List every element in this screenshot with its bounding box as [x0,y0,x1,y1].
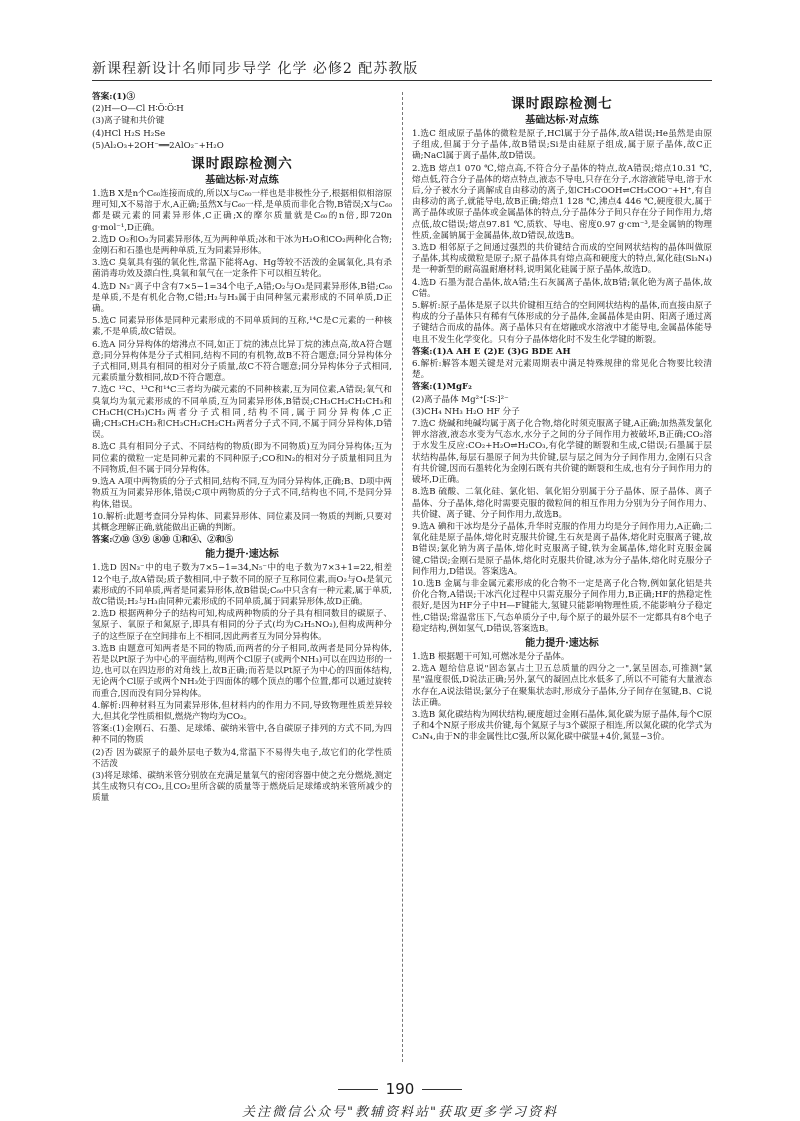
answer-item: 2.选A 题给信息说"固态氯占土卫五总质量的四分之一",氯呈固态,可推测"氯星"温度很低,D说法正确;另外,氯气的凝固点比水低多了,所以不可能有大量液态水存在,A说法错误;氯分子在聚集状态时,形成分子晶体,分子间存在氢键,B、C说法正确。 [412,664,712,708]
page-number-text: 190 [385,1080,415,1098]
answer-item: (2)否 因为碳原子的最外层电子数为4,常温下不易得失电子,故它们的化学性质不活泼 [92,747,392,769]
answer-item: 7.选C 烧碱和纯碱均属于离子化合物,熔化时须克服离子键,A正确;加热蒸发氯化钾水溶液,液态水变为气态水,水分子之间的分子间作用力被破坏,B正确;CO₂溶于水发生反应:CO₂+H₂O⇌H₂CO₃,有化学键的断裂和生成,C错误;石墨属于层状结构晶体,每层石墨原子间为共价键,层与层之间为分子间作用力,金刚石只含有共价键,因而石墨转化为金刚石既有共价键的断裂和生成,也有分子间作用力的破坏,D正确。 [412,419,712,486]
subsection-title: 能力提升·速达标 [525,637,599,649]
answer-item: 4.选D 石墨为混合晶体,故A错;生石灰属离子晶体,故B错;氧化铯为离子晶体,故C错。 [412,277,712,299]
left-column [92,92,392,806]
answer-item: 3.选B 氮化碳结构为网状结构,硬度超过金刚石晶体,氮化碳为原子晶体,每个C原子和4个N原子形成共价键,每个氮原子与3个碳原子相连,所以氮化碳的化学式为C₃N₄,由于N的非金属性比C强,所以氮化碳中碳显+4价,氮显−3价。 [412,709,712,743]
subsection-title: 基础达标·对点练 [205,175,279,187]
answer-item: 1.选B X是n个C₆₀连接而成的,所以X与C₆₀一样也是非极性分子,根据相似相溶原理可知,X不易溶于水,A正确;虽然X与C₆₀一样,是单质而非化合物,B错误;X与C₆₀都是碳元素的同素异形体,C正确;X的摩尔质量就是C₆₀的n倍,即720n g·mol⁻¹,D正确。 [92,189,392,233]
answer-item: 1.选D 因N₃⁻中的电子数为7×5−1=34,N₅⁻中的电子数为7×3+1=22,相差12个电子,故A错误;质子数相同,中子数不同的原子互称同位素,而O₂与O₄是氧元素形成的不同单质,两者是同素异形体,故B错误;C₆₀中只含有一种元素,属于单质,故C错误;H₂与H₃由同种元素形成的不同单质,属于同素异形体,故D正确。 [92,563,393,607]
section-title: 课时跟踪检测六 [191,156,293,173]
footer-note: 关注微信公众号"教辅资料站"获取更多学习资料 [242,1105,558,1120]
answer-item: 8.选B 硫酸、二氧化硅、氯化铝、氧化铝分别属于分子晶体、原子晶体、离子晶体、分子晶体,熔化时需要克服的微粒间的相互作用力分别为分子间作用力、共价键、离子键、分子间作用力,故选B。 [412,487,712,520]
answer-line: (4)HCl H₂S H₂Se [92,128,166,139]
running-header: 新课程新设计名师同步导学 化学 必修2 配苏教版 [92,61,419,77]
answer-item: 6.解析:解答本题关键是对元素周期表中满足特殊规律的常见化合物要比较清楚。 [412,359,712,381]
answer-item: 答案:⑦⑩ ③⑨ ⑧⑩ ①和④、②和⑤ [92,535,234,546]
prev-answers-block [92,92,392,152]
answer-item: 4.选D N₃⁻离子中含有7×5−1=34个电子,A错;O₂与O₃是同素异形体,B错;C₆₀是单质,不是有机化合物,C错;H₂与H₃属于由同种氢元素形成的不同单质,D正确。 [92,281,392,315]
answer-item: 2.选D O₂和O₃为同素异形体,互为两种单质;冰和干冰为H₂O和CO₂两种化合物;金刚石和石墨也是两种单质,互为同素异形体。 [92,234,392,257]
answer-line: 答案:(1)③ [92,92,136,102]
answer-item: 2.选B 熔点1 070 ℃,熔点高,不符合分子晶体的特点,故A错误;熔点10.31 ℃,熔点低,符合分子晶体的熔点特点,液态不导电,只存在分子,水溶液能导电,溶于水后,分子被水分子离解成自由移动的离子,如CH₃COOH⇌CH₃COO⁻+H⁺,有自由移动的离子,就能导电,故B正确;熔点1 128 ℃,沸点4 446 ℃,硬度很大,属于离子晶体或原子晶体或金属晶体的特点,分子晶体分子间只存在分子间作用力,熔点低,故C错误;熔点97.81 ℃,质软、导电、密度0.97 g·cm⁻³,是金属钠的物理性质,金属钠属于金属晶体,故D错误,故选B。 [412,163,712,241]
answer-item: (2)离子晶体 Mg²⁺[∶S∶]²⁻ [412,394,509,405]
answer-item: 3.选B 由题意可知两者是不同的物质,而两者的分子相同,故两者是同分异构体,若是以Pt原子为中心的平面结构,则两个Cl原子(或两个NH₃)可以在四边形的一边,也可以在四边形的对角线上,故B正确;而若是以Pt原子为中心的四面体结构,无论两个Cl原子或两个NH₃处于四面体的哪个顶点的哪个位置,都可以通过旋转而重合,因而没有同分异构体。 [92,643,392,699]
answer-line: (3)离子键和共价键 [92,116,165,127]
answer-item: 8.选C 具有相同分子式、不同结构的物质(即为不同物质)互为同分异构体;互为同位素的微粒一定是同种元素的不同种原子;CO和N₂的相对分子质量相同且为不同物质,但不属于同分异构体。 [92,442,392,475]
right-column [412,92,712,745]
page-number-rule-right [422,1089,462,1090]
answer-item: 9.选A A项中两物质的分子式相同,结构不同,互为同分异构体,正确;B、D项中两物质互为同素异形体,错误;C项中两物质的分子式不同,结构也不同,不是同分异构体,错误。 [92,477,392,510]
answer-item: 3.选C 臭氧具有强的氧化性,常温下能将Ag、Hg等较不活泼的金属氧化,具有杀菌消毒功效及漂白性,臭氧和氧气在一定条件下可以相互转化。 [92,258,392,280]
subsection-title: 能力提升·速达标 [205,549,279,561]
answer-item: 3.选D 相邻原子之间通过强烈的共价键结合而成的空间网状结构的晶体叫做原子晶体,其构成微粒是原子;原子晶体具有熔点高和硬度大的特点,氮化硅(Si₃N₄)是一种新型的耐高温耐磨材料,说明氮化硅属于原子晶体,故选D。 [412,243,712,276]
answer-item: 2.选D 根据两种分子的结构可知,构成两种物质的分子具有相同数目的碳原子、氢原子、氧原子和氮原子,即具有相同的分子式(均为C₂H₅NO₂),但构成两种分子的这些原子在空间排布上不相同,因此两者互为同分异构体。 [92,609,392,642]
answer-item: 10.选B 金属与非金属元素形成的化合物不一定是离子化合物,例如氯化铝是共价化合物,A错误;干冰汽化过程中只需克服分子间作用力,B正确;HF的热稳定性很好,是因为HF分子中H—F键能大,氢键只能影响物理性质,不能影响分子稳定性,C错误;常温常压下,气态单质分子中,每个原子的最外层不一定都具有8个电子稳定结构,例如氢气,D错误,答案选B。 [412,578,712,634]
answer-item: (3)将足球烯、碳纳米管分别放在充满足量氧气的密闭容器中使之充分燃烧,测定其生成物只有CO₂,且CO₂里所含碳的质量等于燃烧后足球烯或纳米管所减少的质量 [92,770,392,804]
answer-item: 5.解析:原子晶体是原子以共价键相互结合的空间网状结构的晶体,而直接由原子构成的分子晶体只有稀有气体形成的分子晶体,金属晶体是由阴、阳离子通过离子键结合而成的晶体。离子晶体只有在熔融或水溶液中才能导电,金属晶体能导电且不发生化学变化。只有分子晶体熔化时不发生化学键的断裂。 [412,301,712,345]
page-number [0,1080,800,1098]
answer-item: 5.选C 同素异形体是同种元素形成的不同单质间的互称,¹⁴C是C元素的一种核素,不是单质,故C错误。 [92,316,392,338]
answer-line: (2)H—O—Cl H∶Ö∶Ö∶H [92,104,184,115]
section-title: 课时跟踪检测七 [511,96,613,112]
answer-item: 1.选B 根据题干可知,可燃冰是分子晶体。 [412,651,570,662]
column-divider [402,92,403,1062]
answer-item: 答案:(1)金刚石、石墨、足球烯、碳纳米管中,各自碳原子排列的方式不同,为四种不同的物质 [92,724,392,746]
subsection-title: 基础达标·对点练 [525,115,599,126]
answer-item: (3)CH₄ NH₃ H₂O HF 分子 [412,406,520,417]
answer-line: (5)Al₂O₃+2OH⁻══2AlO₂⁻+H₂O [92,140,224,151]
page-number-rule-left [338,1089,378,1090]
answer-item: 答案:(1)MgF₂ [412,382,472,393]
answer-item: 答案:(1)A AH E (2)E (3)G BDE AH [412,346,571,357]
answer-item: 7.选C ¹²C、¹³C和¹⁴C三者均为碳元素的不同种核素,互为同位素,A错误;氧气和臭氧均为氧元素形成的不同单质,互为同素异形体,B错误;CH₃CH₂CH₂CH₃和CH₃CH(CH₃)CH₃两者分子式相同,结构不同,属于同分异构体,C正确;CH₃CH₂CH₃和CH₃CH₂CH₂CH₃两者分子式不同,不属于同分异构体,D错误。 [92,385,392,441]
answer-item: 9.选A 碘和干冰均是分子晶体,升华时克服的作用力均是分子间作用力,A正确;二氧化硅是原子晶体,熔化时克服共价键,生石灰是离子晶体,熔化时克服离子键,故B错误;氯化钠为离子晶体,熔化时克服离子键,铁为金属晶体,熔化时克服金属键,C错误;金刚石是原子晶体,熔化时克服共价键,冰为分子晶体,熔化时克服分子间作用力,D错误。答案选A。 [412,521,712,577]
answer-item: 10.解析:此题考查同分异构体、同素异形体、同位素及同一物质的判断,只要对其概念理解正确,就能做出正确的判断。 [92,511,392,533]
answer-item: 4.解析:四种材料互为同素异形体,但材料内的作用力不同,导致物理性质差异较大,但其化学性质相似,燃烧产物均为CO₂。 [92,700,392,722]
header-rule [92,80,712,81]
answer-item: 6.选A 同分异构体的熔沸点不同,如正丁烷的沸点比异丁烷的沸点高,故A符合题意;同分异构体是分子式相同,结构不同的有机物,故B不符合题意;同分异构体分子式相同,则具有相同的相对分子质量,故C不符合题意;同分异构体分子式相同,元素质量分数相同,故D不符合题意。 [92,339,392,384]
answer-item: 1.选C 组成原子晶体的微粒是原子,HCl属于分子晶体,故A错误;He虽然是由原子组成,但属于分子晶体,故B错误;Si是由硅原子组成,属于原子晶体,故C正确;NaCl属于离子晶体,故D错误。 [412,129,712,162]
